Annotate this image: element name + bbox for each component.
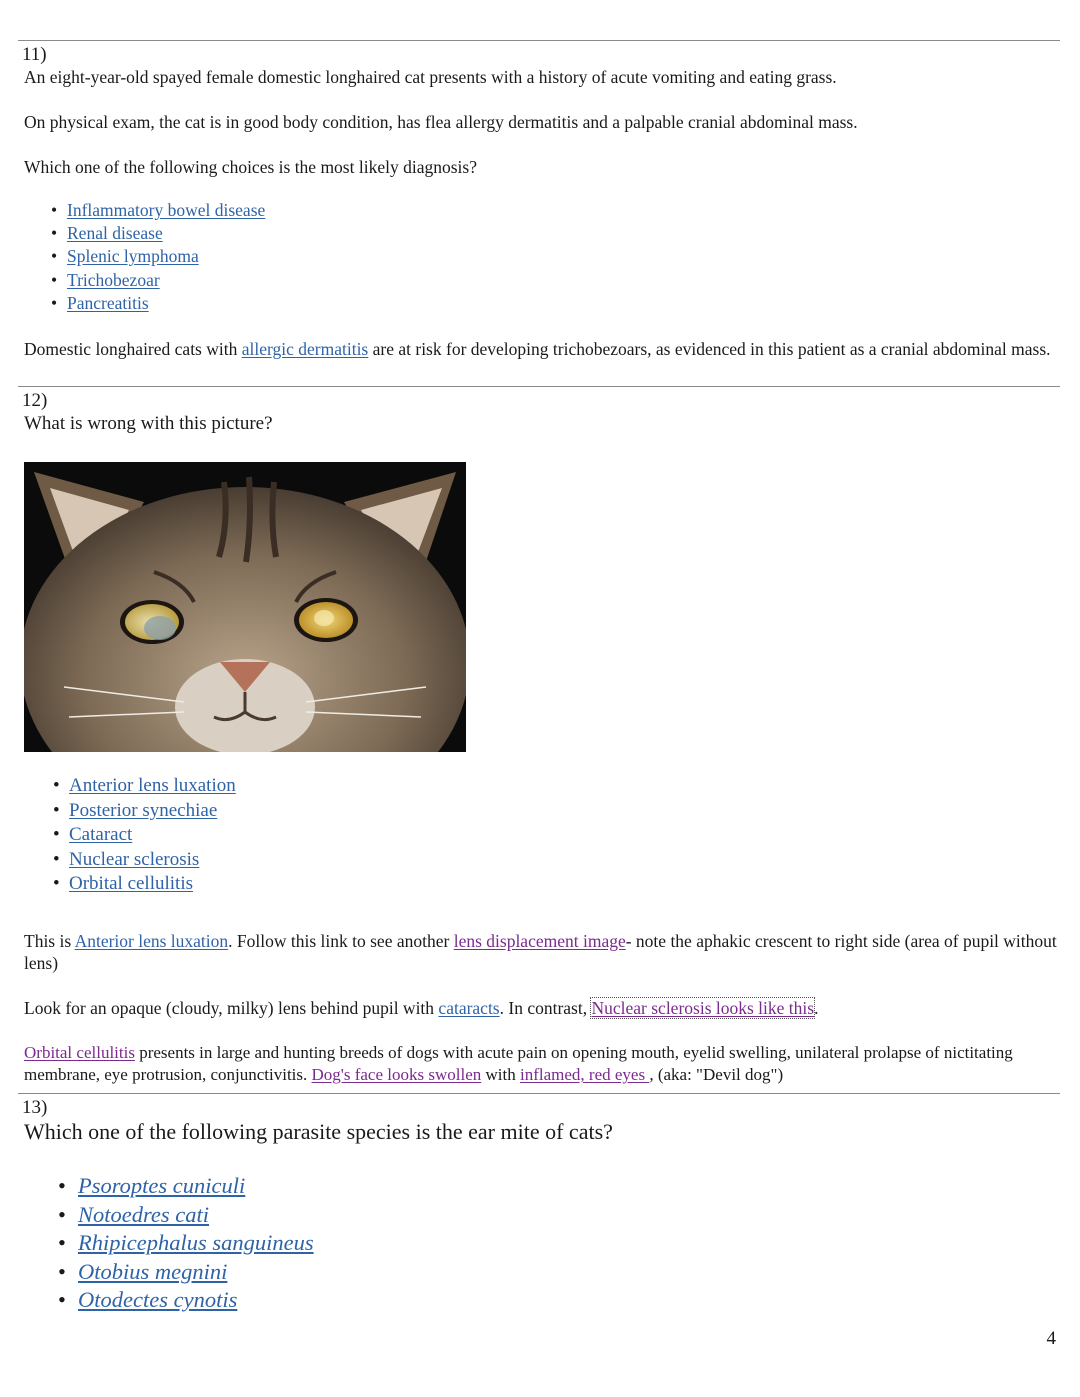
- bullet-icon: •: [51, 269, 58, 290]
- explanation-text: , (aka: "Devil dog"): [649, 1065, 784, 1084]
- answer-options: [58, 1172, 314, 1315]
- question-number: 13): [22, 1097, 48, 1118]
- option-link[interactable]: Rhipicephalus sanguineus: [78, 1230, 314, 1256]
- question-number: 11): [22, 44, 47, 65]
- bullet-icon: •: [58, 1258, 66, 1284]
- cataract-explanation: [24, 997, 1060, 1019]
- option-link[interactable]: Orbital cellulitis: [69, 873, 194, 894]
- bullet-icon: •: [53, 873, 60, 894]
- option-link[interactable]: Nuclear sclerosis: [69, 848, 200, 870]
- allergic-dermatitis-link[interactable]: allergic dermatitis: [241, 339, 369, 359]
- answer-explanation: [24, 338, 1060, 360]
- option-link[interactable]: Posterior synechiae: [69, 799, 218, 821]
- option-item: [51, 222, 265, 245]
- explanation-text: . Follow this link to see another: [228, 931, 454, 951]
- option-item: [53, 848, 236, 873]
- explanation-text: presents in large and hunting breeds of dogs with acute pain on opening mouth, eyelid swelling, unilateral prolapse of nictitating membrane, eye protrusion, conjunctivitis.: [24, 1043, 1013, 1084]
- answer-explanation: [24, 930, 1060, 974]
- option-item: [53, 823, 236, 848]
- option-link[interactable]: Inflammatory bowel disease: [67, 200, 266, 220]
- option-item: [58, 1258, 314, 1287]
- bullet-icon: •: [51, 223, 58, 244]
- option-link[interactable]: Trichobezoar: [67, 269, 160, 290]
- case-text: An eight-year-old spayed female domestic longhaired cat presents with a history of acute vomiting and eating grass.: [24, 67, 837, 87]
- option-item: [51, 245, 265, 268]
- option-link[interactable]: Otobius megnini: [78, 1258, 228, 1284]
- option-link[interactable]: Splenic lymphoma: [67, 246, 199, 267]
- bullet-icon: •: [58, 1230, 66, 1256]
- bullet-icon: •: [58, 1201, 66, 1227]
- explanation-text: - note the aphakic crescent to right side (area of pupil without lens): [24, 931, 1057, 973]
- cataracts-link[interactable]: cataracts: [438, 998, 500, 1018]
- bullet-icon: •: [53, 824, 60, 845]
- bullet-icon: •: [58, 1287, 66, 1313]
- explanation-text: are at risk for developing trichobezoars, as evidenced in this patient as a cranial abdominal mass.: [368, 339, 1051, 359]
- explanation-text: .: [814, 998, 819, 1018]
- option-item: [53, 774, 236, 799]
- option-item: [51, 199, 266, 222]
- option-link[interactable]: Notoedres cati: [78, 1201, 210, 1227]
- red-eyes-link[interactable]: inflamed, red eyes: [519, 1065, 650, 1084]
- question-number: 12): [22, 390, 48, 411]
- orbital-cellulitis-link[interactable]: Orbital cellulitis: [24, 1043, 135, 1062]
- option-item: [53, 799, 236, 824]
- answer-options: [53, 774, 236, 897]
- exam-text: On physical exam, the cat is in good body condition, has flea allergy dermatitis and a palpable cranial abdominal mass.: [24, 112, 858, 132]
- cat-face-illustration: [24, 462, 466, 752]
- option-link[interactable]: Anterior lens luxation: [69, 775, 236, 796]
- bullet-icon: •: [51, 246, 58, 267]
- option-item: [58, 1229, 314, 1258]
- orbital-cellulitis-explanation: [24, 1042, 1060, 1086]
- option-link[interactable]: Psoroptes cuniculi: [78, 1173, 246, 1198]
- option-item: [51, 269, 265, 292]
- explanation-text: . In contrast,: [499, 998, 592, 1018]
- explanation-text: Domestic longhaired cats with: [24, 339, 242, 359]
- page-number: 4: [1046, 1328, 1056, 1349]
- option-item: [51, 292, 265, 315]
- nuclear-sclerosis-link[interactable]: Nuclear sclerosis looks like this: [591, 998, 815, 1018]
- question-text: What is wrong with this picture?: [24, 413, 273, 434]
- explanation-text: with: [481, 1065, 520, 1084]
- option-item: [53, 872, 236, 897]
- bullet-icon: •: [53, 775, 60, 796]
- question-text: Which one of the following parasite species is the ear mite of cats?: [24, 1119, 613, 1144]
- bullet-icon: •: [58, 1173, 66, 1198]
- option-link[interactable]: Cataract: [69, 824, 133, 845]
- bullet-icon: •: [53, 799, 60, 821]
- swollen-face-link[interactable]: Dog's face looks swollen: [311, 1065, 482, 1084]
- lens-displacement-image-link[interactable]: lens displacement image: [453, 931, 626, 951]
- option-item: [58, 1201, 314, 1230]
- question-text: Which one of the following choices is the most likely diagnosis?: [24, 157, 477, 177]
- option-item: [58, 1172, 314, 1201]
- bullet-icon: •: [51, 292, 58, 313]
- section-divider: [18, 40, 1060, 41]
- option-link[interactable]: Pancreatitis: [67, 292, 149, 313]
- option-link[interactable]: Renal disease: [67, 223, 163, 244]
- explanation-text: This is: [24, 931, 75, 951]
- bullet-icon: •: [53, 848, 60, 870]
- option-item: [58, 1286, 314, 1315]
- bullet-icon: •: [51, 200, 58, 220]
- option-link[interactable]: Otodectes cynotis: [78, 1287, 238, 1313]
- anterior-lens-luxation-link[interactable]: Anterior lens luxation: [74, 931, 229, 951]
- explanation-text: Look for an opaque (cloudy, milky) lens behind pupil with: [24, 998, 439, 1018]
- cat-eye-photo: [24, 462, 466, 752]
- answer-options: [51, 199, 266, 315]
- section-divider: [18, 1093, 1060, 1094]
- section-divider: [18, 386, 1060, 387]
